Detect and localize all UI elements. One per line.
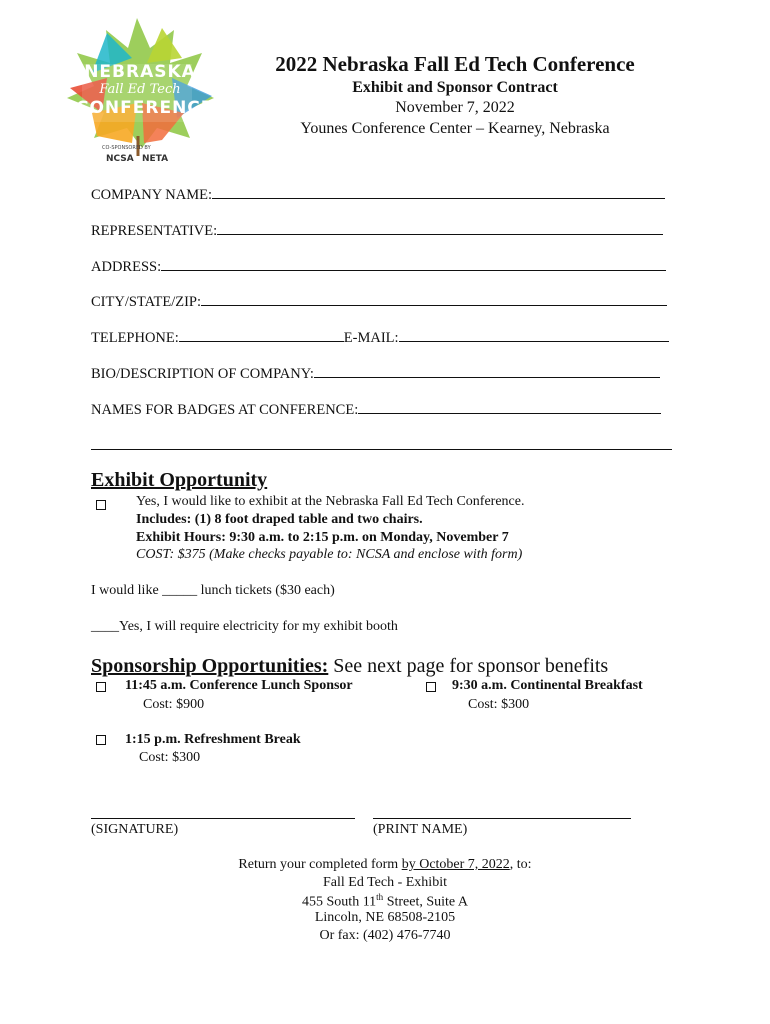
street-rest: Street, Suite A <box>383 894 468 910</box>
exhibit-option: Yes, I would like to exhibit at the Nebraska Fall Ed Tech Conference. <box>136 494 525 509</box>
electricity-line[interactable] <box>91 619 398 635</box>
street-number: 455 South 11 <box>302 894 377 910</box>
bio-field[interactable] <box>91 363 660 383</box>
print-name-line[interactable] <box>373 818 631 819</box>
signature-line[interactable] <box>91 818 355 819</box>
break-sponsor-checkbox[interactable] <box>96 735 106 745</box>
lunch-sponsor-label: 11:45 a.m. Conference Lunch Sponsor <box>125 678 353 693</box>
badge-names-extra-line[interactable] <box>91 449 672 450</box>
sponsorship-heading: Sponsorship Opportunities: <box>91 655 329 677</box>
page-title: 2022 Nebraska Fall Ed Tech Conference <box>275 52 635 76</box>
city-state-zip-label: CITY/STATE/ZIP: <box>91 294 202 310</box>
logo-line3: CONFERENCE <box>76 98 214 118</box>
return-due-date: by October 7, 2022 <box>401 857 510 872</box>
return-line2: Fall Ed Tech - Exhibit <box>323 875 447 890</box>
print-name-label: (PRINT NAME) <box>373 822 468 837</box>
exhibit-heading: Exhibit Opportunity <box>91 469 268 491</box>
email-label: E-MAIL: <box>343 330 399 346</box>
representative-field[interactable] <box>91 220 663 240</box>
lunch-pre: I would like <box>91 583 159 598</box>
conference-date: November 7, 2022 <box>395 99 515 116</box>
conference-location: Younes Conference Center – Kearney, Nebraska <box>300 120 610 137</box>
company-name-label: COMPANY NAME: <box>91 187 212 203</box>
telephone-label: TELEPHONE: <box>91 330 179 346</box>
break-sponsor-label: 1:15 p.m. Refreshment Break <box>125 732 301 747</box>
logo-line1: NEBRASKA <box>84 62 196 82</box>
badge-names-field[interactable] <box>91 399 661 419</box>
lunch-post: lunch tickets ($30 each) <box>200 583 335 598</box>
break-sponsor-cost: Cost: $300 <box>139 750 201 765</box>
exhibit-includes: Includes: (1) 8 foot draped table and two chairs. <box>136 512 423 527</box>
lunch-sponsor-checkbox[interactable] <box>96 682 106 692</box>
breakfast-sponsor-label: 9:30 a.m. Continental Breakfast <box>452 678 643 693</box>
conference-logo <box>62 18 217 173</box>
return-line4: Lincoln, NE 68508-2105 <box>314 910 456 925</box>
sponsorship-heading-row <box>91 655 608 678</box>
lunch-blank[interactable]: _____ <box>162 583 198 598</box>
address-label: ADDRESS: <box>91 259 162 275</box>
breakfast-sponsor-checkbox[interactable] <box>426 682 436 692</box>
return-pre: Return your completed form <box>238 857 399 872</box>
badge-names-label: NAMES FOR BADGES AT CONFERENCE: <box>91 402 359 418</box>
logo-org2: NETA <box>142 154 169 164</box>
return-line1 <box>150 857 620 873</box>
telephone-email-field[interactable] <box>91 327 669 347</box>
exhibit-cost: COST: $375 (Make checks payable to: NCSA and enclose with form) <box>136 547 523 562</box>
signature-label: (SIGNATURE) <box>91 822 179 837</box>
representative-label: REPRESENTATIVE: <box>91 223 218 239</box>
contract-subtitle: Exhibit and Sponsor Contract <box>352 79 558 96</box>
city-state-zip-field[interactable] <box>91 291 667 311</box>
address-field[interactable] <box>91 256 666 276</box>
street-ordinal: th <box>376 892 384 902</box>
exhibit-hours: Exhibit Hours: 9:30 a.m. to 2:15 p.m. on Monday, November 7 <box>136 530 509 545</box>
electric-blank[interactable]: ____ <box>91 619 119 634</box>
lunch-tickets-line[interactable] <box>91 583 335 599</box>
logo-org1: NCSA <box>106 154 134 164</box>
lunch-sponsor-cost: Cost: $900 <box>143 697 205 712</box>
sponsorship-note: See next page for sponsor benefits <box>333 655 609 677</box>
company-name-field[interactable] <box>91 184 665 204</box>
logo-cosponsored: CO-SPONSORED BY <box>102 145 151 151</box>
return-line3 <box>150 892 620 911</box>
logo-line2: Fall Ed Tech <box>99 82 181 97</box>
electric-text: Yes, I will require electricity for my exhibit booth <box>119 619 398 634</box>
return-line5: Or fax: (402) 476-7740 <box>319 928 451 943</box>
exhibit-checkbox[interactable] <box>96 500 106 510</box>
breakfast-sponsor-cost: Cost: $300 <box>468 697 530 712</box>
bio-label: BIO/DESCRIPTION OF COMPANY: <box>91 366 314 382</box>
return-post: , to: <box>509 857 532 872</box>
